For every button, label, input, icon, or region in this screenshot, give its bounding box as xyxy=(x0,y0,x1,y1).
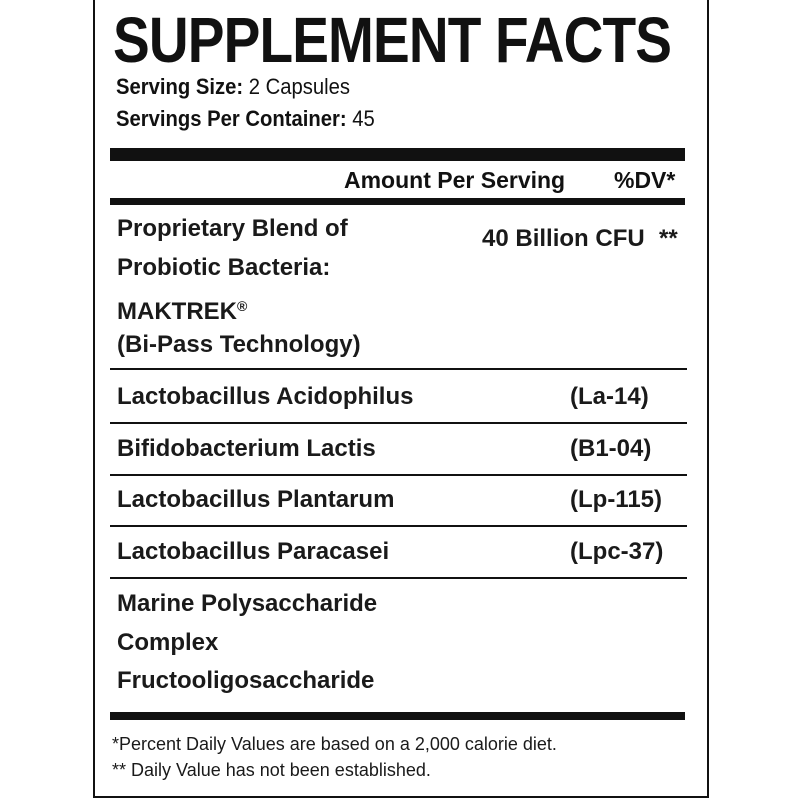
row-divider xyxy=(110,368,687,370)
other-ingredient-line-1: Marine Polysaccharide xyxy=(117,590,378,617)
strain-code: (La-14) xyxy=(570,383,649,410)
footnote-dv: *Percent Daily Values are based on a 2,000 calorie diet. xyxy=(112,734,557,754)
row-divider xyxy=(110,474,687,476)
row-divider xyxy=(110,422,687,424)
serving-size-label: Serving Size: xyxy=(116,74,244,99)
blend-line-2: Probiotic Bacteria: xyxy=(117,253,331,281)
strain-name: Lactobacillus Paracasei xyxy=(117,538,390,565)
strain-name: Bifidobacterium Lactis xyxy=(117,435,376,462)
thick-divider-top xyxy=(110,148,685,161)
blend-brand-name: MAKTREK xyxy=(117,298,237,325)
strain-name: Lactobacillus Plantarum xyxy=(117,486,395,513)
registered-mark: ® xyxy=(237,298,248,314)
blend-line-1: Proprietary Blend of xyxy=(117,215,348,242)
strain-code: (B1-04) xyxy=(570,435,652,462)
amount-per-serving-header: Amount Per Serving xyxy=(344,167,566,193)
panel-title: SUPPLEMENT FACTS xyxy=(113,4,672,76)
row-divider xyxy=(110,577,687,579)
row-divider xyxy=(110,525,687,527)
blend-line-4: (Bi-Pass Technology) xyxy=(117,330,361,358)
blend-amount: 40 Billion CFU xyxy=(482,225,645,252)
strain-code: (Lp-115) xyxy=(570,486,663,513)
daily-value-header: %DV* xyxy=(614,167,676,193)
serving-size xyxy=(116,74,350,100)
strain-code: (Lpc-37) xyxy=(570,538,664,565)
thick-divider-bottom xyxy=(110,712,685,720)
strain-name: Lactobacillus Acidophilus xyxy=(117,383,414,410)
servings-per-container-value: 45 xyxy=(352,106,375,131)
serving-size-value: 2 Capsules xyxy=(248,74,351,99)
servings-per-container-label: Servings Per Container: xyxy=(116,106,347,131)
medium-divider xyxy=(110,198,685,205)
blend-dv: ** xyxy=(659,225,678,252)
servings-per-container xyxy=(116,106,375,132)
other-ingredient-line-3: Fructooligosaccharide xyxy=(117,667,375,694)
footnote-not-established: ** Daily Value has not been established. xyxy=(112,760,431,780)
other-ingredient-line-2: Complex xyxy=(117,628,219,656)
